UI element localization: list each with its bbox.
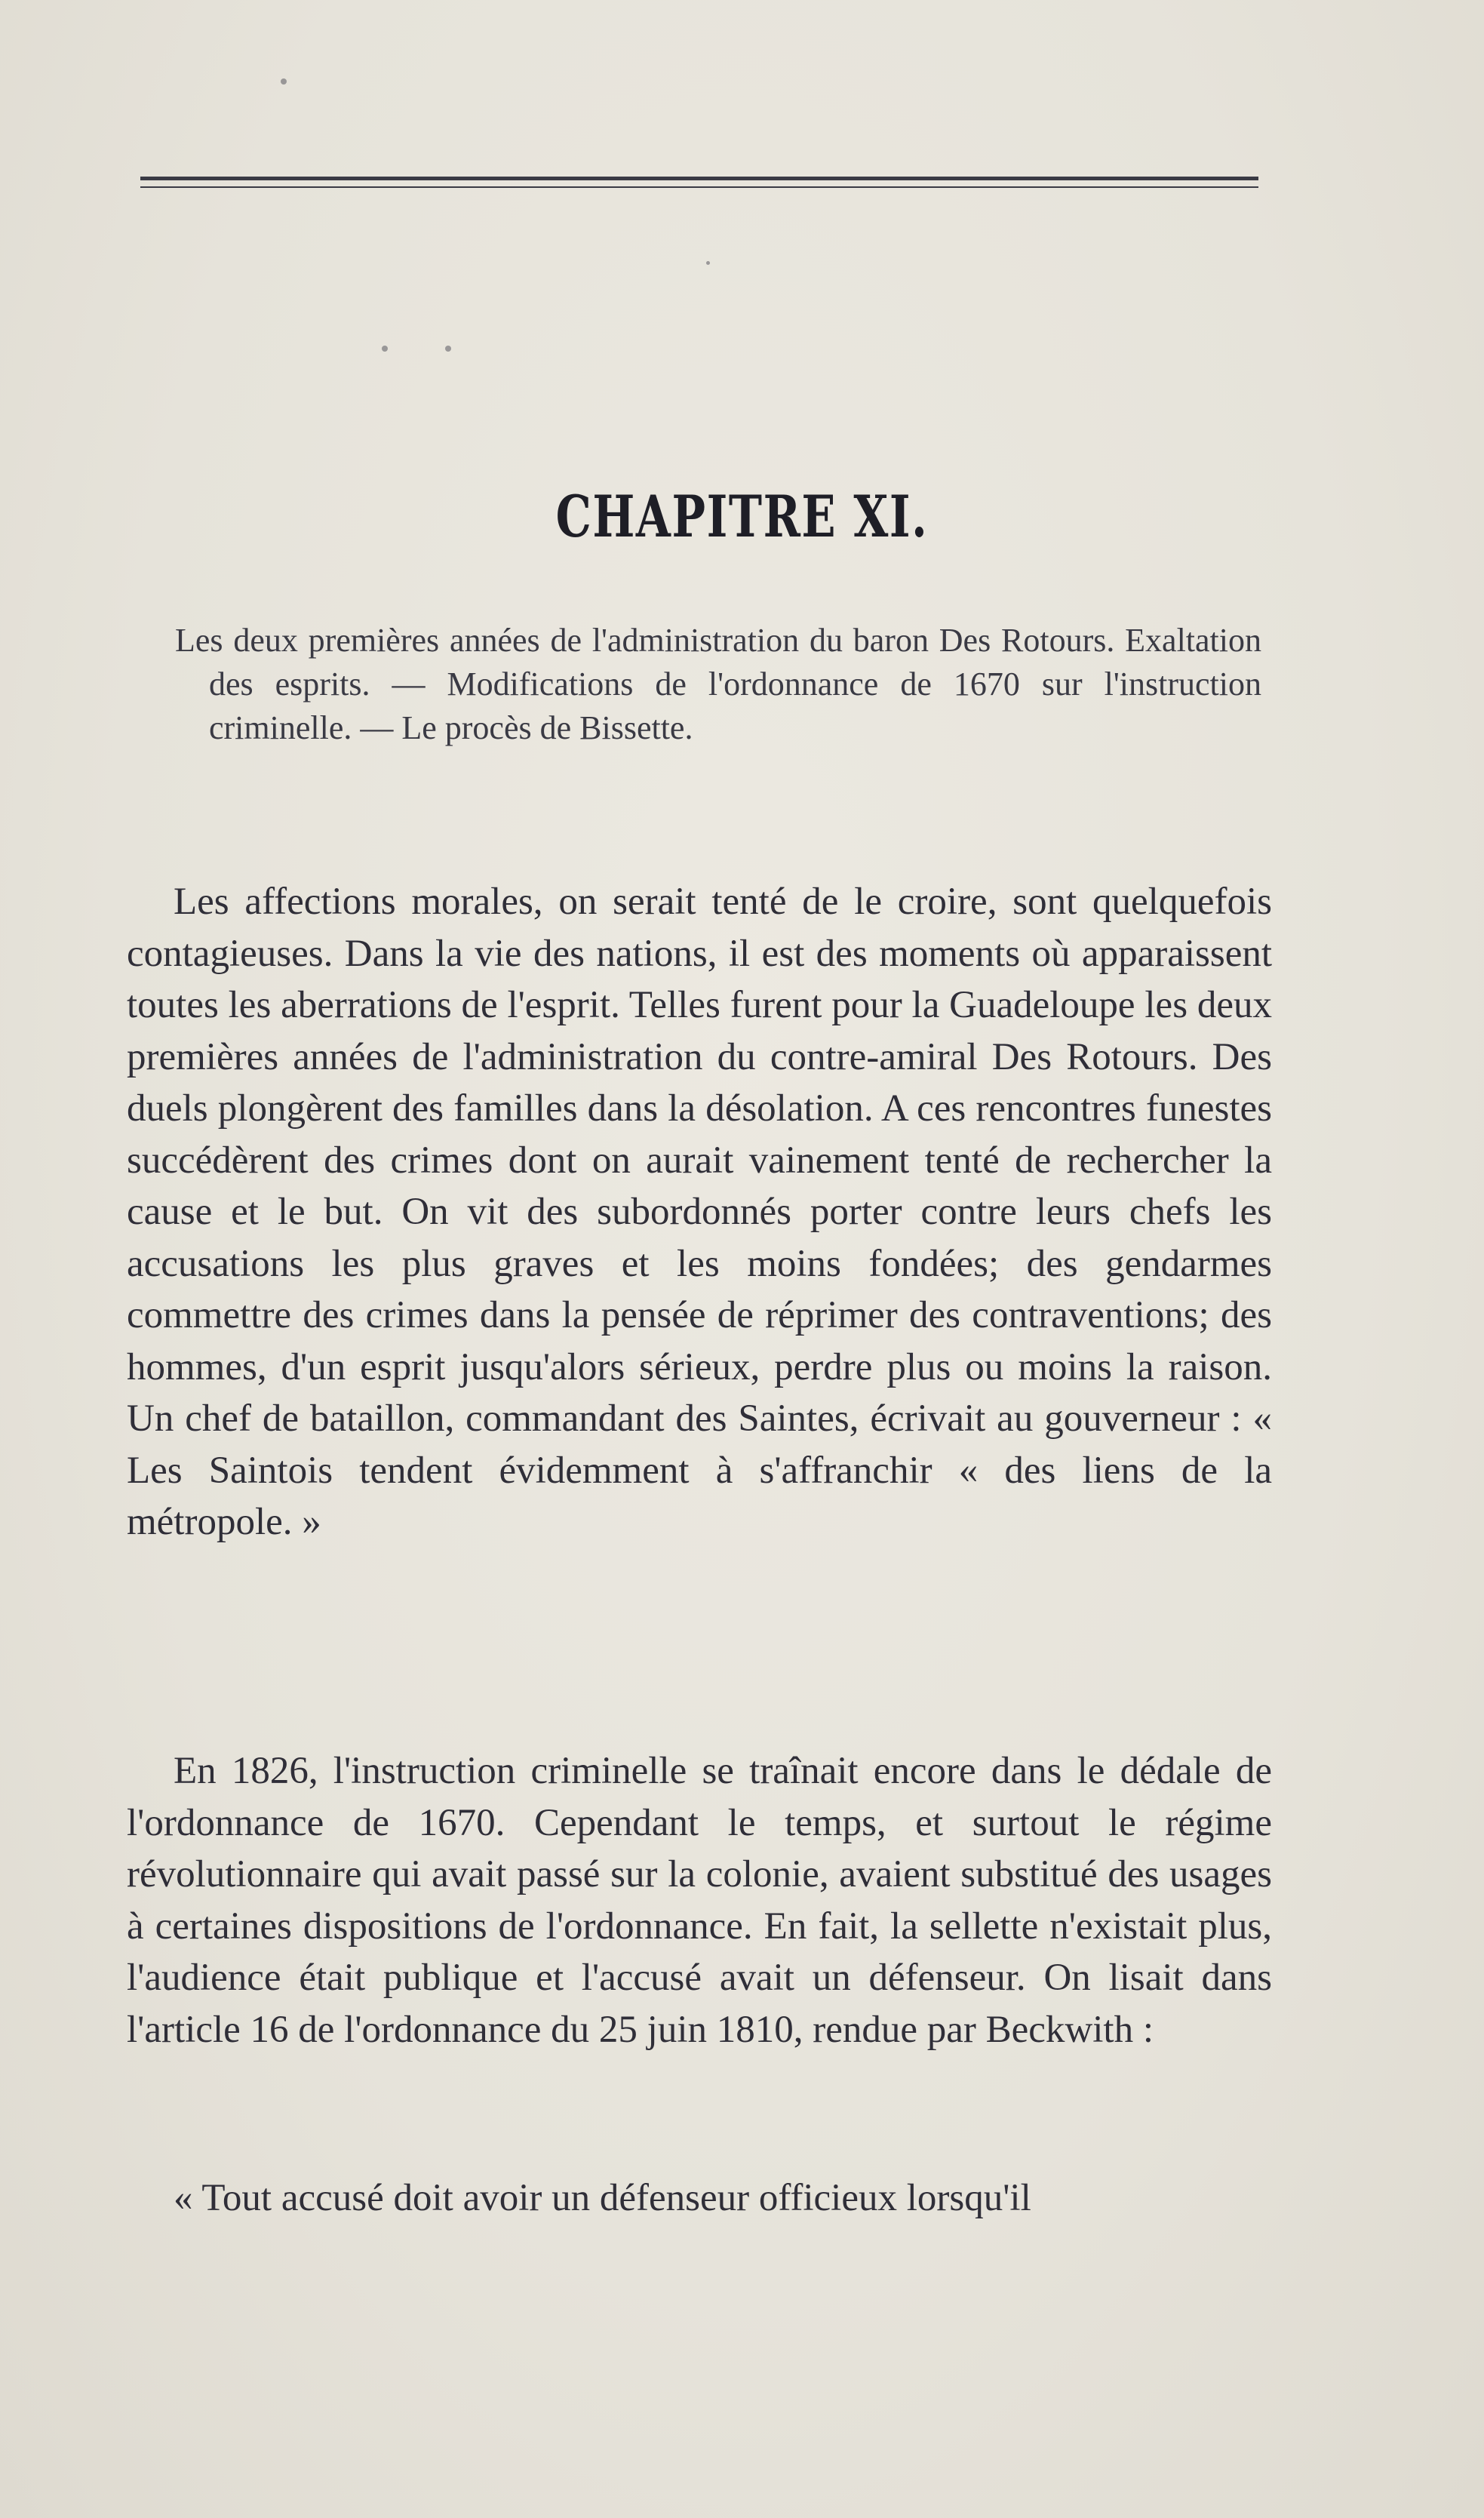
chapter-title: CHAPITRE XI. [555,483,929,550]
header-rule-thick [140,177,1258,180]
paper-speck [281,78,287,85]
paragraph-1: Les affections morales, on serait tenté de le croire, sont quelquefois contagieuses. Dans la vie des nations, il est des moments où apparaissent toutes les aberrations de l'esprit. Telles furent pour la Guadeloupe les deux premières années de l'administration du contre-amiral Des Rotours. Des duels plongèrent des familles dans la désolation. A ces rencontres funestes succédèrent des crimes dont on aurait vainement tenté de rechercher la cause et le but. On vit des subordonnés porter contre leurs chefs les accusations les plus graves et les moins fondées; des gendarmes commettre des crimes dans la pensée de réprimer des contraventions; des hommes, d'un esprit jusqu'alors sérieux, perdre plus ou moins la raison. Un chef de bataillon, commandant des Saintes, écrivait au gouverneur : « Les Saintois tendent évidemment à s'affranchir « des liens de la métropole. » [127,881,1272,1543]
paragraph-2: En 1826, l'instruction criminelle se traînait encore dans le dédale de l'ordonnance de 1670. Cependant le temps, et surtout le régime révolutionnaire qui avait passé sur la colonie, avaient substitué des usages à certaines dispositions de l'ordonnance. En fait, la sellette n'existait plus, l'audience était publique et l'accusé avait un défenseur. On lisait dans l'article 16 de l'ordonnance du 25 juin 1810, rendue par Beckwith : [127,1750,1272,2051]
paper-speck [445,346,451,352]
paper-speck [706,261,710,265]
chapter-summary: Les deux premières années de l'administration du baron Des Rotours. Exaltation des esprits. — Modifications de l'ordonnance de 1670 sur l'instruction criminelle. — Le procès de Bissette. [175,622,1261,746]
paragraph-3: « Tout accusé doit avoir un défenseur officieux lorsqu'il [174,2177,1031,2219]
paper-speck [382,346,388,352]
header-rule-thin [140,186,1258,188]
